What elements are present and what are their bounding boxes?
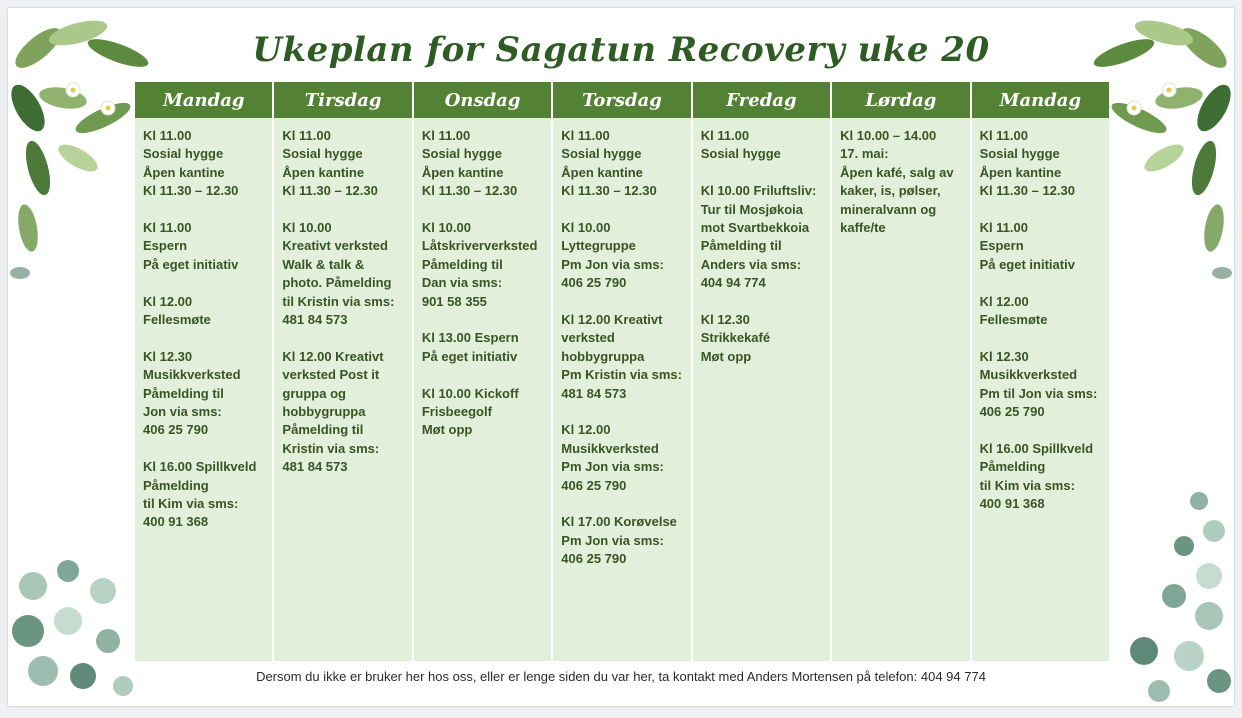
activity-entry: Kl 11.00 Espern På eget initiativ (979, 220, 1075, 272)
activity-entry: Kl 10.00 Lyttegruppe Pm Jon via sms: 406 25 790 (561, 220, 664, 291)
activity-entry: Kl 11.00 Sosial hygge Åpen kantine Kl 11.30 – 12.30 (143, 128, 239, 199)
day-header: Mandag (972, 82, 1109, 118)
day-header: Onsdag (414, 82, 551, 118)
activity-entry: Kl 10.00 Kickoff Frisbeegolf Møt opp (421, 385, 519, 438)
activity-entry: Kl 11.00 Sosial hygge Åpen kantine Kl 11.30 – 12.30 (282, 128, 378, 199)
activity-entry: Kl 11.00 Sosial hygge Åpen kantine Kl 11.30 – 12.30 (979, 128, 1075, 199)
activity-entry: Kl 10.00 – 14.00 17. mai: Åpen kafé, salg av kaker, is, pølser, mineralvann og kaffe/te (840, 128, 954, 236)
activity-entry: Kl 12.00 Kreativt verksted Post it gruppa og hobbygruppa Påmelding til Kristin via sms: 481 84 573 (282, 348, 384, 475)
day-column (832, 82, 969, 661)
activity-entry: Kl 12.30 Musikkverksted Påmelding til Jon via sms: 406 25 790 (143, 348, 241, 438)
day-column (972, 82, 1109, 661)
day-column (274, 82, 411, 661)
activity-entry: Kl 12.00 Musikkverksted Pm Jon via sms: 406 25 790 (561, 422, 664, 493)
activity-entry: Kl 12.30 Strikkekafé Møt opp (700, 312, 771, 364)
day-header: Fredag (693, 82, 830, 118)
footer-contact-note: Dersom du ikke er bruker her hos oss, eller er lenge siden du var her, ta kontakt med Anders Mortensen på telefon: 404 94 774 (256, 669, 986, 684)
activity-entry: Kl 11.00 Sosial hygge (700, 128, 781, 162)
day-activities (972, 120, 1109, 661)
activity-entry: Kl 11.00 Sosial hygge Åpen kantine Kl 11.30 – 12.30 (561, 128, 657, 199)
day-column (553, 82, 690, 661)
activity-entry: Kl 11.00 Espern På eget initiativ (143, 220, 239, 272)
activity-entry: Kl 12.00 Fellesmøte (979, 293, 1048, 328)
day-activities (553, 120, 690, 661)
activity-entry: Kl 12.00 Fellesmøte (143, 293, 211, 328)
day-activities (693, 120, 830, 661)
activity-entry: Kl 10.00 Kreativt verksted Walk & talk & photo. Påmelding til Kristin via sms: 481 84 573 (282, 220, 395, 328)
day-header: Mandag (135, 82, 272, 118)
day-column (135, 82, 272, 661)
day-header: Tirsdag (274, 82, 411, 118)
activity-entry: Kl 16.00 Spillkveld Påmelding til Kim via sms: 400 91 368 (979, 440, 1094, 512)
day-activities (414, 120, 551, 661)
day-column (693, 82, 830, 661)
activity-entry: Kl 12.30 Musikkverksted Pm til Jon via sms: 406 25 790 (979, 348, 1098, 420)
activity-entry: Kl 17.00 Korøvelse Pm Jon via sms: 406 25 790 (561, 514, 677, 567)
day-header: Torsdag (553, 82, 690, 118)
activity-entry: Kl 16.00 Spillkveld Påmelding til Kim via sms: 400 91 368 (143, 459, 257, 530)
schedule-slide (8, 8, 1234, 706)
activity-entry: Kl 10.00 Låtskriververksted Påmelding til Dan via sms: 901 58 355 (421, 220, 538, 309)
page-title: Ukeplan for Sagatun Recovery uke 20 (252, 30, 990, 70)
day-header: Lørdag (832, 82, 969, 118)
activity-entry: Kl 12.00 Kreativt verksted hobbygruppa Pm Kristin via sms: 481 84 573 (561, 312, 682, 401)
activity-entry: Kl 10.00 Friluftsliv: Tur til Mosjøkoia mot Svartbekkoia Påmelding til Anders via sms: 404 94 774 (700, 183, 817, 291)
activity-entry: Kl 11.00 Sosial hygge Åpen kantine Kl 11.30 – 12.30 (421, 128, 518, 199)
day-activities (274, 120, 411, 661)
day-column (414, 82, 551, 661)
activity-entry: Kl 13.00 Espern På eget initiativ (421, 330, 519, 364)
weekly-schedule-table (135, 82, 1109, 661)
day-activities (135, 120, 272, 661)
day-activities (832, 120, 969, 661)
